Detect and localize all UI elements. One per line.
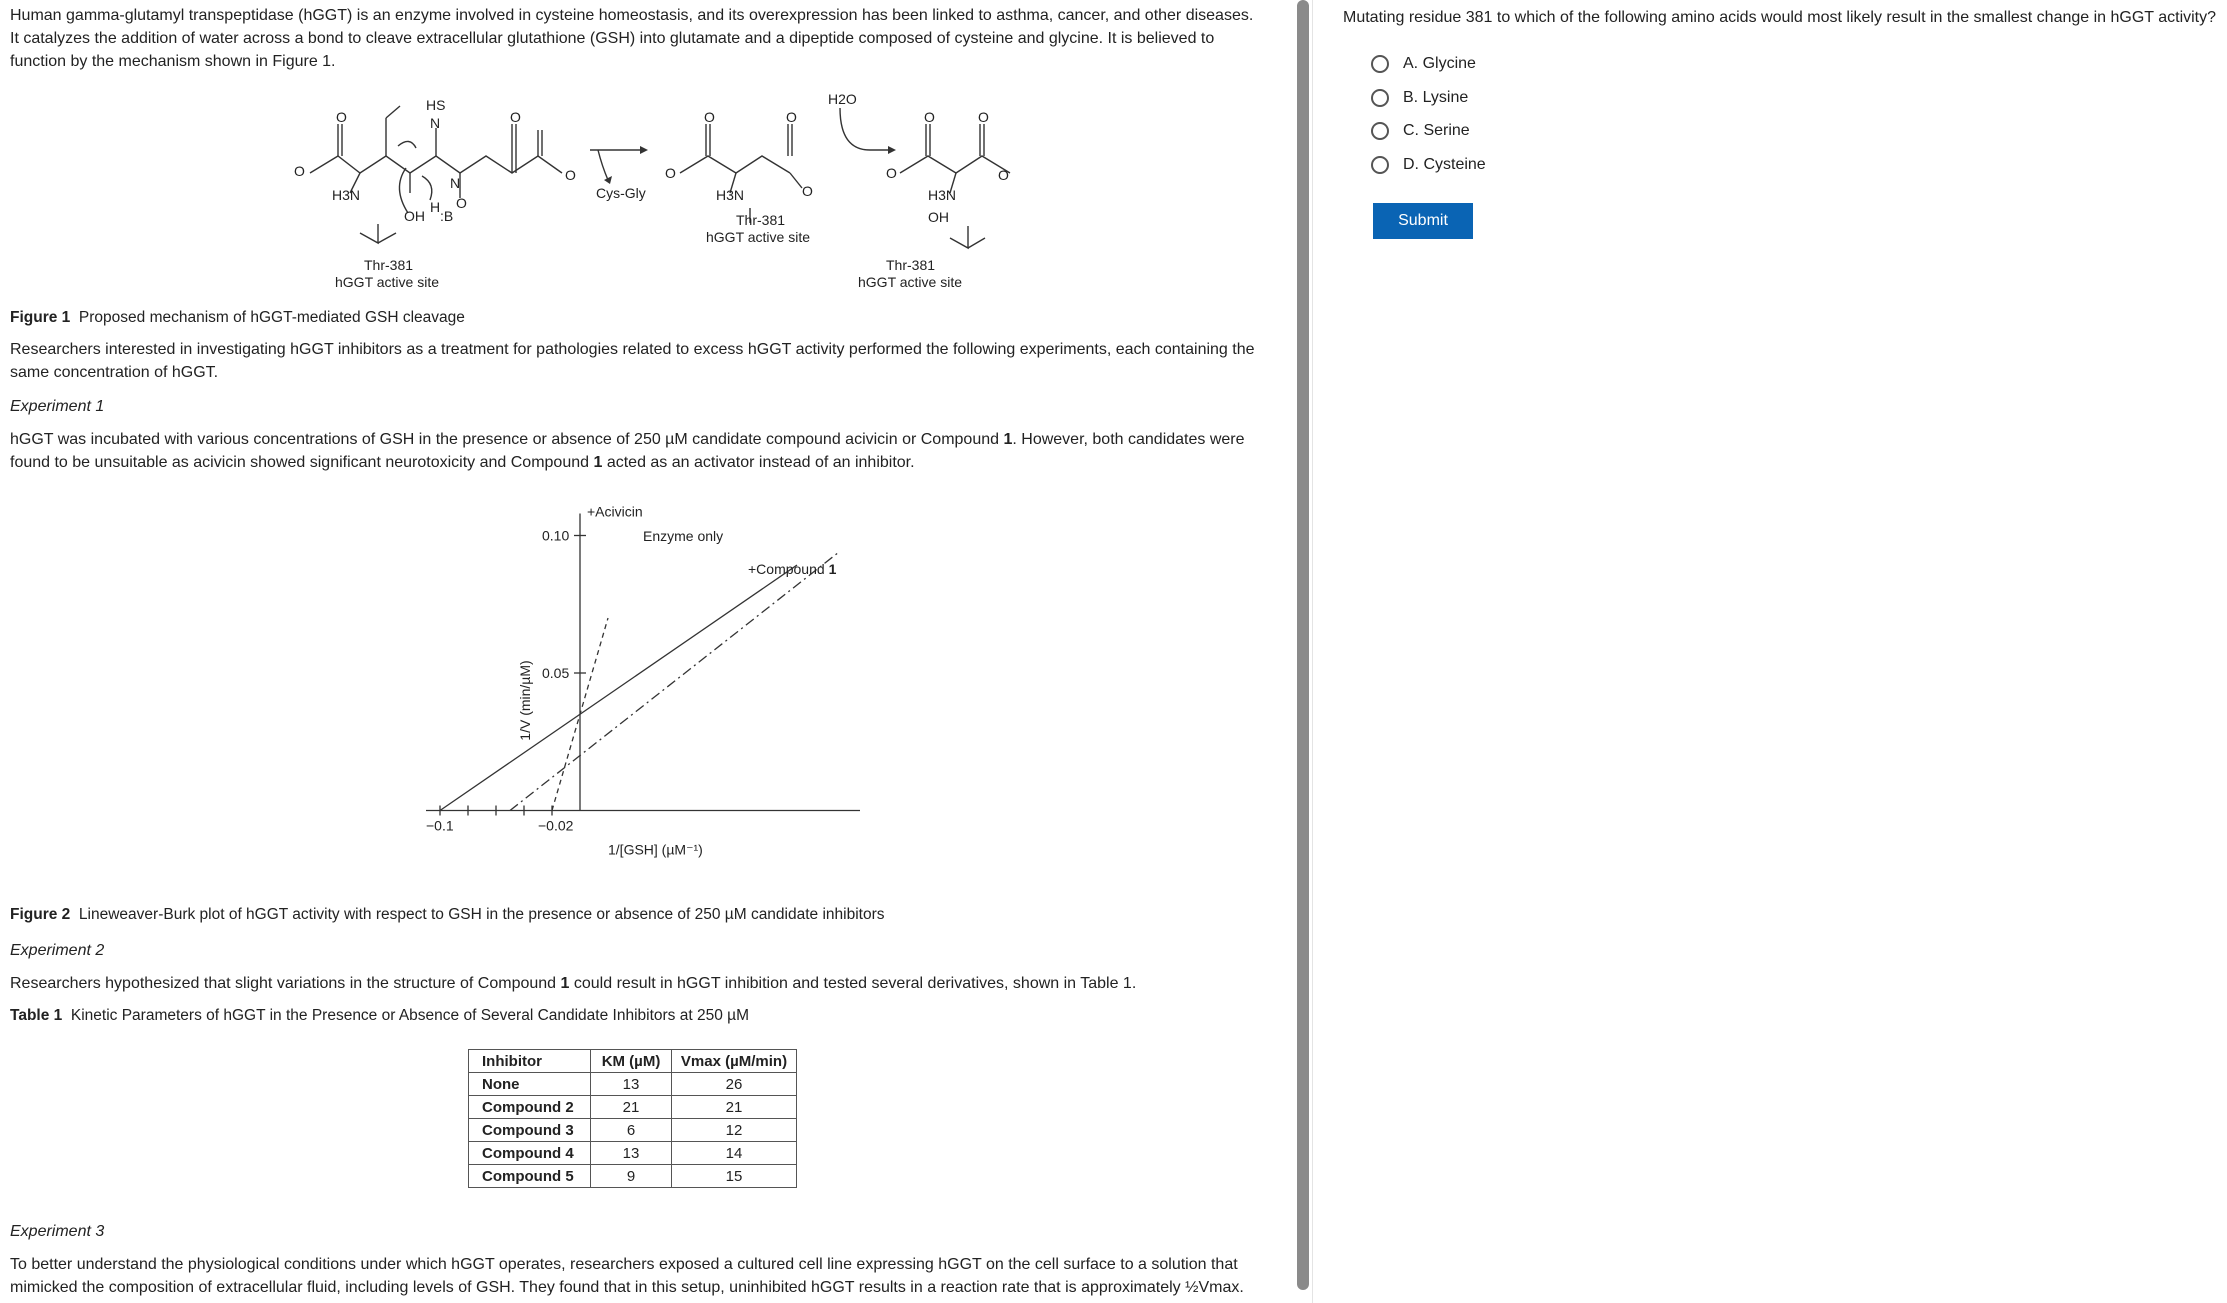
row-vmax: 21: [672, 1096, 797, 1119]
option-b[interactable]: [1371, 86, 1468, 110]
table-1-caption: [10, 1004, 749, 1027]
exp3-line-2: mimicked the composition of extracellular fluid, including levels of GSH. They found that in this setup, uninhibited hGGT results in a reaction rate that is approximately ½Vmax.: [10, 1279, 1244, 1296]
table-1-caption-text: Kinetic Parameters of hGGT in the Presence or Absence of Several Candidate Inhibitors at 250 µM: [70, 1007, 749, 1024]
experiment-3-title: Experiment 3: [10, 1223, 105, 1240]
exp1-bold-1: 1: [1003, 431, 1013, 448]
exp1-line-2-pre: found to be unsuitable as acivicin showed significant neurotoxicity and Compound: [10, 454, 594, 471]
figure-2-label: Figure 2: [10, 906, 71, 923]
para2-line-1: Researchers interested in investigating hGGT inhibitors as a treatment for pathologies related to excess hGGT activity performed the following experiments, each containing the: [10, 341, 1255, 358]
figure-1-caption-text: Proposed mechanism of hGGT-mediated GSH cleavage: [78, 309, 465, 326]
option-c[interactable]: [1371, 119, 1470, 143]
fig1-h-1: H: [430, 199, 441, 215]
fig1-base: :B: [440, 208, 454, 224]
fig1-o-7: O: [924, 109, 935, 125]
exp1-line-1-post: . However, both candidates were: [1012, 431, 1245, 448]
exp2-post: could result in hGGT inhibition and tested several derivatives, shown in Table 1.: [569, 975, 1137, 992]
figure-2-chart: [400, 488, 880, 888]
para2-line-2: same concentration of hGGT.: [10, 364, 219, 381]
table-row: [469, 1165, 797, 1188]
fig1-thr-1: Thr-381: [364, 257, 414, 273]
label-compound-1: [748, 561, 837, 577]
row-name: None: [469, 1073, 591, 1096]
exp2-pre: Researchers hypothesized that slight variations in the structure of Compound: [10, 975, 561, 992]
fig1-h3n-2: H3N: [716, 187, 745, 203]
option-c-text: Serine: [1423, 122, 1470, 139]
exp2-line: [10, 972, 1136, 995]
option-d[interactable]: [1371, 153, 1486, 177]
fig1-o-3: O: [510, 109, 521, 125]
exp1-line-1: [10, 428, 1245, 451]
table-row: [469, 1073, 797, 1096]
table-header-row: [469, 1050, 797, 1073]
fig1-thr-3: Thr-381: [886, 257, 936, 273]
x-axis-label: 1/[GSH] (µM⁻¹): [608, 841, 703, 858]
x-tick-label: −0.1: [426, 817, 454, 834]
fig1-n-2: N: [430, 115, 441, 131]
fig1-h3n-1: H3N: [332, 187, 361, 203]
exp1-line-1-pre: hGGT was incubated with various concentrations of GSH in the presence or absence of 250 µM candidate compound acivicin or Compound: [10, 431, 1004, 448]
submit-button[interactable]: Submit: [1373, 203, 1473, 239]
fig1-site-2: hGGT active site: [706, 229, 811, 245]
exp1-bold-2: 1: [593, 454, 603, 471]
table-row: [469, 1096, 797, 1119]
intro-line-3: function by the mechanism shown in Figure 1.: [10, 53, 336, 70]
fig1-o-minus-3: O: [665, 165, 676, 181]
fig1-h2o: H2O: [828, 91, 857, 107]
fig1-o-minus-1: O: [294, 163, 305, 179]
option-d-letter: D.: [1403, 156, 1419, 173]
exp1-line-2: [10, 451, 915, 474]
fig1-o-1: O: [336, 109, 347, 125]
y-tick-label: 0.05: [542, 665, 570, 681]
figure-2-caption: [10, 903, 885, 926]
label-acivicin: +Acivicin: [587, 503, 643, 520]
label-compound-pre: +Compound: [748, 561, 829, 577]
question-text: Mutating residue 381 to which of the following amino acids would most likely result in the smallest change in hGGT activity?: [1343, 9, 2217, 26]
x-tick-label: −0.02: [538, 817, 574, 834]
row-name: Compound 2: [469, 1096, 591, 1119]
row-km: 13: [591, 1142, 672, 1165]
intro-line-1: Human gamma-glutamyl transpeptidase (hGGT) is an enzyme involved in cysteine homeostasis, and its overexpression has been linked to asthma, cancer, and other diseases.: [10, 7, 1254, 24]
row-name: Compound 4: [469, 1142, 591, 1165]
option-c-letter: C.: [1403, 122, 1419, 139]
kinetics-table: [468, 1049, 797, 1188]
fig1-oh: OH: [404, 208, 425, 224]
table-row: [469, 1142, 797, 1165]
fig1-thr-2: Thr-381: [736, 212, 786, 228]
figure-1-caption: [10, 306, 465, 329]
exp2-bold: 1: [560, 975, 570, 992]
fig1-o-2: O: [456, 195, 467, 211]
row-vmax: 15: [672, 1165, 797, 1188]
table-1-label: Table 1: [10, 1007, 63, 1024]
header-km: KM (µM): [591, 1050, 672, 1073]
row-vmax: 14: [672, 1142, 797, 1165]
label-compound-bold: 1: [828, 561, 837, 577]
fig1-o-minus-2: O: [565, 167, 576, 183]
exp3-line-1: To better understand the physiological conditions under which hGGT operates, researchers exposed a cultured cell line expressing hGGT on the cell surface to a solution that: [10, 1256, 1238, 1273]
y-axis-label: 1/V (min/µM): [517, 660, 533, 741]
fig1-o-minus-5: O: [998, 167, 1009, 183]
option-b-letter: B.: [1403, 89, 1419, 106]
fig1-site-3: hGGT active site: [858, 274, 963, 290]
figure-1-label: Figure 1: [10, 309, 71, 326]
option-b-text: Lysine: [1422, 89, 1469, 106]
row-km: 13: [591, 1073, 672, 1096]
label-enzyme-only: Enzyme only: [643, 528, 724, 544]
fig1-o-8: O: [978, 109, 989, 125]
row-name: Compound 5: [469, 1165, 591, 1188]
figure-1-mechanism: [280, 88, 1020, 298]
option-a[interactable]: [1371, 52, 1476, 76]
row-km: 9: [591, 1165, 672, 1188]
option-a-text: Glycine: [1422, 55, 1476, 72]
row-km: 21: [591, 1096, 672, 1119]
y-tick-label: 0.10: [542, 527, 570, 544]
fig1-cysgly: Cys-Gly: [596, 185, 646, 201]
fig1-hs: HS: [426, 97, 446, 113]
radio-c[interactable]: [1371, 122, 1389, 140]
fig1-o-minus-4: O: [886, 165, 897, 181]
row-vmax: 26: [672, 1073, 797, 1096]
fig1-site-1: hGGT active site: [335, 274, 440, 290]
header-inhibitor: Inhibitor: [469, 1050, 591, 1073]
experiment-2-title: Experiment 2: [10, 942, 105, 959]
row-vmax: 12: [672, 1119, 797, 1142]
option-a-letter: A.: [1403, 55, 1419, 72]
fig1-oh-2: OH: [928, 209, 949, 225]
figure-2-caption-text: Lineweaver-Burk plot of hGGT activity with respect to GSH in the presence or absence of 250 µM candidate inhibitors: [78, 906, 885, 923]
radio-b[interactable]: [1371, 89, 1389, 107]
fig1-o-6: O: [802, 183, 813, 199]
fig1-n-1: N: [450, 175, 461, 191]
experiment-1-title: Experiment 1: [10, 398, 105, 415]
exp1-line-2-post: acted as an activator instead of an inhibitor.: [602, 454, 915, 471]
radio-d[interactable]: [1371, 156, 1389, 174]
fig1-o-4: O: [704, 109, 715, 125]
series-line--compound-1: [510, 552, 839, 811]
passage-scrollbar[interactable]: [1297, 0, 1309, 1290]
fig1-o-5: O: [786, 109, 797, 125]
option-d-text: Cysteine: [1423, 156, 1486, 173]
radio-a[interactable]: [1371, 55, 1389, 73]
table-row: [469, 1119, 797, 1142]
series-line-enzyme-only: [440, 565, 797, 810]
row-km: 6: [591, 1119, 672, 1142]
header-vmax: Vmax (µM/min): [672, 1050, 797, 1073]
fig1-h3n-3: H3N: [928, 187, 957, 203]
question-panel: [1313, 0, 2227, 1303]
intro-line-2: It catalyzes the addition of water across a bond to cleave extracellular glutathione (GSH) into glutamate and a dipeptide composed of cysteine and glycine. It is believed to: [10, 30, 1215, 47]
row-name: Compound 3: [469, 1119, 591, 1142]
